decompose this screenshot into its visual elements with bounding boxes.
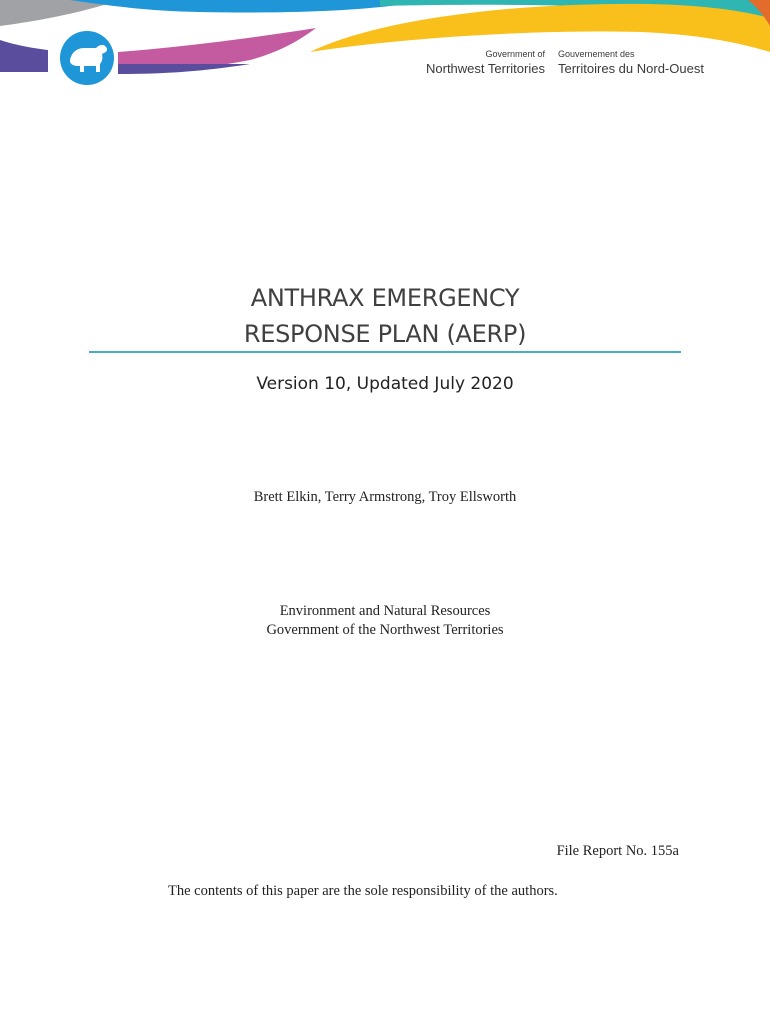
- version-subtitle: Version 10, Updated July 2020: [256, 374, 514, 394]
- gnwt-header-banner: [0, 0, 770, 90]
- gov-en-big: Northwest Territories: [426, 61, 545, 76]
- authors: Brett Elkin, Terry Armstrong, Troy Ellsworth: [253, 489, 517, 505]
- purple-swoosh: [0, 40, 48, 72]
- banner-graphic: [0, 0, 770, 90]
- title-divider: [89, 351, 681, 353]
- document-title: [0, 280, 770, 352]
- disclaimer: The contents of this paper are the sole responsibility of the authors.: [168, 883, 558, 899]
- gov-en-wordmark: [426, 50, 545, 75]
- purple-swoosh-lower: [118, 64, 250, 74]
- gov-fr-big: Territoires du Nord-Ouest: [558, 61, 704, 76]
- gov-fr-wordmark: [558, 50, 704, 75]
- title-line-1: ANTHRAX EMERGENCY: [250, 284, 520, 312]
- organization-government: Government of the Northwest Territories: [266, 622, 504, 638]
- blue-swoosh: [70, 0, 430, 13]
- gov-fr-small: Gouvernement des: [558, 49, 635, 59]
- gov-en-small: Government of: [485, 49, 545, 59]
- yellow-swoosh: [310, 4, 770, 52]
- polar-bear-icon: [60, 31, 114, 85]
- organization-department: Environment and Natural Resources: [279, 603, 491, 619]
- title-line-2: RESPONSE PLAN (AERP): [243, 320, 527, 348]
- file-report-number: File Report No. 155a: [556, 843, 679, 859]
